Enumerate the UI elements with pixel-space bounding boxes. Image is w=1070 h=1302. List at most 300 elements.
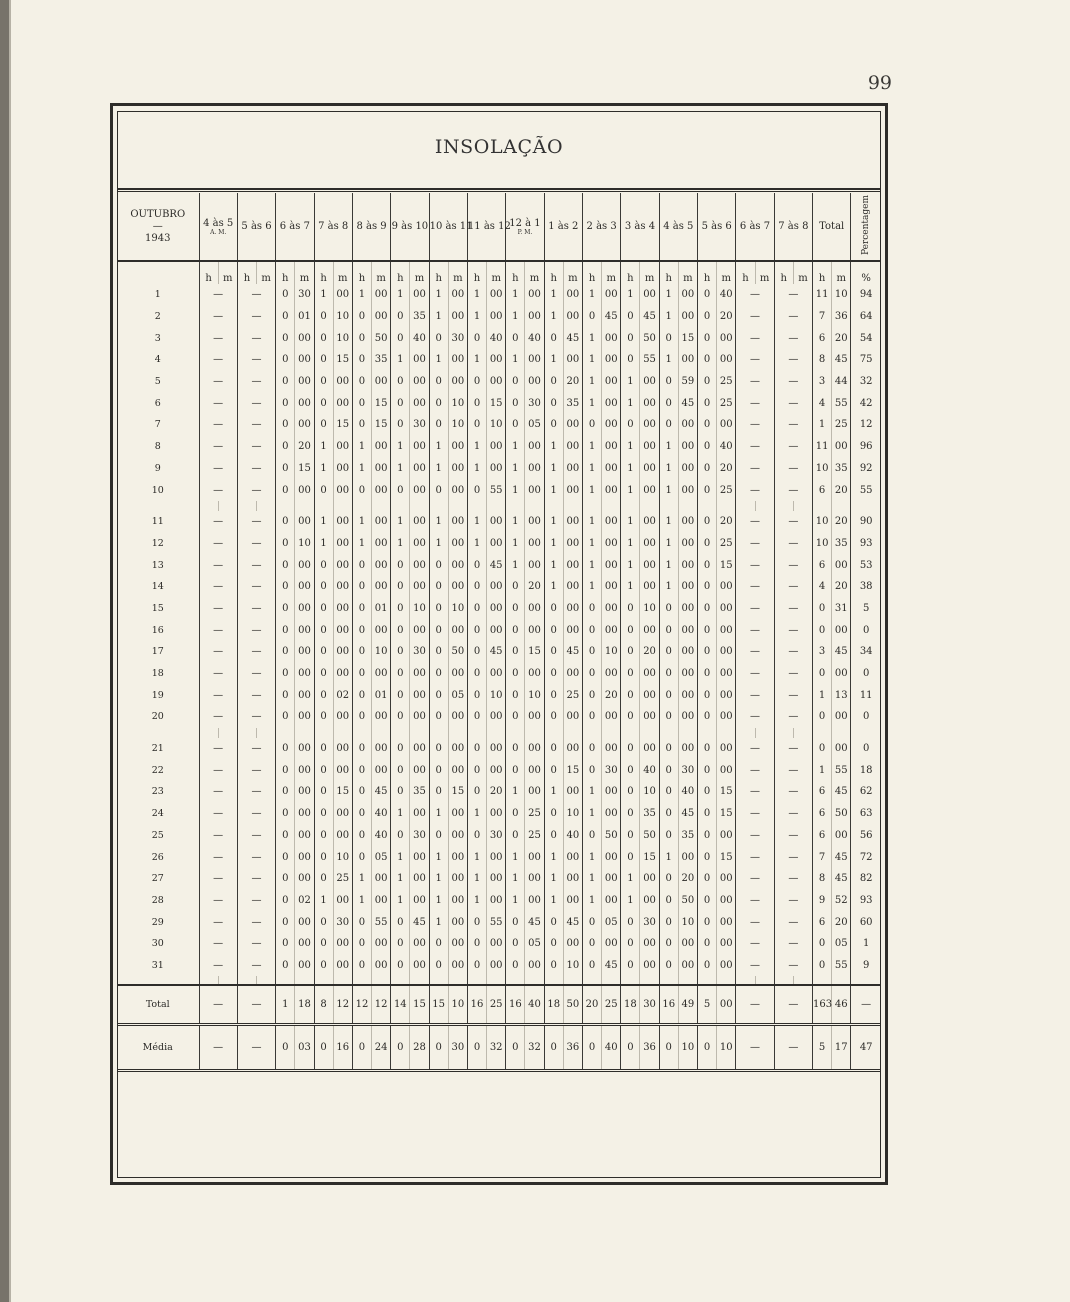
minute-cell: 50 — [640, 327, 659, 349]
hour-cell: 0 — [391, 933, 410, 955]
minute-cell: 00 — [448, 436, 467, 458]
spacer-cell — [793, 976, 812, 985]
hour-cell: 0 — [352, 619, 371, 641]
percentage-cell: 1 — [851, 933, 881, 955]
hour-cell: 1 — [467, 349, 486, 371]
percentage-cell: 53 — [851, 554, 881, 576]
hour-cell: 7 — [813, 846, 832, 868]
minute-cell: 17 — [832, 1025, 851, 1071]
minute-cell: 45 — [563, 327, 582, 349]
day-row — [117, 781, 881, 803]
hour-cell: 0 — [391, 306, 410, 328]
hour-cell: 1 — [391, 349, 410, 371]
hour-cell: 1 — [544, 479, 563, 501]
minute-cell: 00 — [602, 619, 621, 641]
minute-cell: 00 — [295, 392, 314, 414]
minute-cell: 25 — [832, 414, 851, 436]
percentage-cell: 32 — [851, 371, 881, 393]
hour-cell: 1 — [352, 890, 371, 912]
hour-cell: 1 — [506, 890, 525, 912]
hour-cell: 0 — [659, 759, 678, 781]
hour-cell: 0 — [467, 327, 486, 349]
hour-cell: 0 — [314, 598, 333, 620]
minute-cell: 00 — [640, 619, 659, 641]
minute-cell: 00 — [295, 554, 314, 576]
hour-cell: 0 — [429, 479, 448, 501]
hour-cell: 0 — [659, 684, 678, 706]
hour-cell: 0 — [429, 576, 448, 598]
minute-cell: 00 — [295, 619, 314, 641]
hour-cell-dash: — — [774, 911, 812, 933]
hour-cell: 0 — [429, 781, 448, 803]
minute-cell: 00 — [678, 619, 697, 641]
spacer-cell — [717, 728, 736, 738]
hour-cell-dash: — — [199, 414, 237, 436]
month-dash: — — [152, 220, 163, 232]
minute-cell: 00 — [525, 371, 544, 393]
day-row — [117, 436, 881, 458]
hour-cell: 3 — [813, 641, 832, 663]
hour-cell-dash: — — [199, 641, 237, 663]
minute-cell: 00 — [295, 371, 314, 393]
hour-cell: 1 — [621, 511, 640, 533]
hour-cell: 6 — [813, 911, 832, 933]
minute-cell: 55 — [832, 759, 851, 781]
spacer-cell — [467, 976, 486, 985]
hour-cell: 8 — [813, 868, 832, 890]
day-row — [117, 511, 881, 533]
minute-cell: 00 — [410, 576, 429, 598]
minute-cell: 31 — [832, 598, 851, 620]
minute-cell: 00 — [525, 868, 544, 890]
minute-cell: 24 — [372, 1025, 391, 1071]
minute-cell: 00 — [832, 436, 851, 458]
hour-cell: 0 — [506, 955, 525, 977]
hour-cell: 0 — [697, 306, 716, 328]
hour-cell: 1 — [391, 868, 410, 890]
minute-cell: 00 — [448, 890, 467, 912]
hour-cell: 0 — [429, 933, 448, 955]
minute-cell: 00 — [487, 663, 506, 685]
hour-cell-dash: — — [199, 1025, 237, 1071]
minute-cell: 00 — [295, 663, 314, 685]
hour-cell: 0 — [697, 641, 716, 663]
hour-cell: 1 — [659, 846, 678, 868]
minute-cell: 00 — [678, 598, 697, 620]
minute-cell: 00 — [717, 641, 736, 663]
minute-cell: 00 — [410, 933, 429, 955]
minute-cell: 36 — [563, 1025, 582, 1071]
hour-cell: 0 — [276, 619, 295, 641]
spacer-cell — [429, 728, 448, 738]
hour-cell: 0 — [352, 803, 371, 825]
hour-cell: 1 — [544, 890, 563, 912]
minute-cell: 00 — [448, 706, 467, 728]
minute-cell: 00 — [410, 846, 429, 868]
hour-cell: 1 — [582, 533, 601, 555]
hour-cell: 1 — [621, 890, 640, 912]
hour-cell: 0 — [544, 414, 563, 436]
hour-cell: 1 — [582, 511, 601, 533]
percentage-cell: 96 — [851, 436, 881, 458]
spacer-cell — [659, 728, 678, 738]
column-header-label: 7 às 8 — [318, 221, 349, 232]
hour-cell: 0 — [467, 955, 486, 977]
hour-cell: 0 — [506, 825, 525, 847]
table-title: INSOLAÇÃO — [434, 136, 564, 158]
minute-cell: 00 — [563, 414, 582, 436]
row-label: 24 — [151, 808, 164, 820]
minute-cell: 00 — [295, 803, 314, 825]
minute-cell: 00 — [372, 533, 391, 555]
spacer-cell — [755, 728, 774, 738]
minute-cell: 00 — [563, 868, 582, 890]
hour-cell-dash: — — [736, 825, 774, 847]
minute-cell: 15 — [678, 327, 697, 349]
minute-cell: 10 — [295, 533, 314, 555]
hour-cell: 1 — [467, 533, 486, 555]
hour-cell: 1 — [467, 890, 486, 912]
minute-cell: 00 — [717, 684, 736, 706]
minute-cell: 00 — [448, 933, 467, 955]
hour-cell: 1 — [467, 458, 486, 480]
hour-cell: 0 — [467, 663, 486, 685]
hour-cell: 6 — [813, 479, 832, 501]
minute-cell: 00 — [602, 706, 621, 728]
hour-cell: 12 — [352, 985, 371, 1025]
minute-cell: 00 — [832, 619, 851, 641]
spacer-cell — [678, 501, 697, 511]
hour-cell-dash: — — [736, 371, 774, 393]
column-header — [314, 193, 352, 261]
minute-cell: 00 — [487, 284, 506, 306]
minute-cell: 00 — [640, 458, 659, 480]
spacer-cell — [487, 728, 506, 738]
hour-cell: 1 — [429, 436, 448, 458]
hour-cell-dash: — — [774, 619, 812, 641]
hour-cell: 10 — [813, 511, 832, 533]
row-label: Total — [117, 985, 199, 1025]
spacer-cell — [429, 501, 448, 511]
minute-cell: 00 — [832, 825, 851, 847]
minute-cell: 30 — [602, 759, 621, 781]
hour-cell: 0 — [506, 619, 525, 641]
hour-cell: 0 — [467, 479, 486, 501]
column-header — [467, 193, 511, 261]
hour-cell: 0 — [697, 738, 716, 760]
hour-cell: 1 — [314, 890, 333, 912]
hour-cell: 6 — [813, 554, 832, 576]
minute-cell: 00 — [717, 663, 736, 685]
minute-cell: 00 — [410, 371, 429, 393]
minute-cell: 45 — [602, 955, 621, 977]
hour-cell-dash: — — [199, 392, 237, 414]
hour-cell: 0 — [467, 738, 486, 760]
hour-cell: 1 — [391, 803, 410, 825]
hour-cell-dash: — — [237, 706, 275, 728]
header-row — [117, 193, 881, 261]
minute-cell: 00 — [678, 684, 697, 706]
hour-cell: 0 — [391, 619, 410, 641]
hour-cell-dash: — — [736, 436, 774, 458]
minute-cell: 00 — [333, 641, 352, 663]
minute-cell: 00 — [410, 619, 429, 641]
hour-cell: 0 — [697, 511, 716, 533]
unit-minutes: m — [793, 261, 812, 284]
minute-cell: 10 — [487, 414, 506, 436]
minute-cell: 00 — [295, 911, 314, 933]
hour-cell: 1 — [659, 576, 678, 598]
spacer-cell — [391, 728, 410, 738]
spacer-cell — [448, 728, 467, 738]
minute-cell: 40 — [372, 803, 391, 825]
hour-cell: 0 — [697, 436, 716, 458]
hour-cell: 0 — [429, 738, 448, 760]
spacer-cell — [621, 728, 640, 738]
hour-cell: 0 — [467, 825, 486, 847]
hour-cell: 1 — [506, 436, 525, 458]
hour-cell: 0 — [391, 1025, 410, 1071]
unit-hours: h — [659, 261, 678, 284]
hour-cell: 0 — [391, 738, 410, 760]
hour-cell: 0 — [697, 284, 716, 306]
hour-cell: 1 — [659, 284, 678, 306]
minute-cell: 03 — [295, 1025, 314, 1071]
hour-cell: 0 — [813, 598, 832, 620]
minute-cell: 00 — [487, 576, 506, 598]
hour-cell-dash: — — [237, 284, 275, 306]
hour-cell: 0 — [697, 759, 716, 781]
hour-cell: 0 — [813, 738, 832, 760]
hour-cell-dash: — — [774, 985, 812, 1025]
hour-cell-dash: — — [199, 306, 237, 328]
hour-cell: 1 — [391, 890, 410, 912]
percentage-cell: 42 — [851, 392, 881, 414]
column-header-label: 10 às 11 — [429, 221, 473, 232]
row-label: 4 — [154, 354, 161, 366]
minute-cell: 30 — [678, 759, 697, 781]
spacer-cell — [582, 501, 601, 511]
hour-cell-dash: — — [736, 349, 774, 371]
minute-cell: 35 — [410, 306, 429, 328]
minute-cell: 00 — [295, 738, 314, 760]
minute-cell: 00 — [372, 868, 391, 890]
percentage-cell: 93 — [851, 890, 881, 912]
hour-cell: 1 — [582, 349, 601, 371]
minute-cell: 20 — [832, 479, 851, 501]
minute-cell: 15 — [487, 392, 506, 414]
minute-cell: 00 — [448, 554, 467, 576]
hour-cell: 0 — [276, 933, 295, 955]
minute-cell: 00 — [678, 576, 697, 598]
hour-cell: 0 — [467, 933, 486, 955]
hour-cell-dash: — — [774, 392, 812, 414]
hour-cell-dash: — — [237, 759, 275, 781]
row-label: 8 — [154, 441, 161, 453]
hour-cell: 0 — [621, 846, 640, 868]
minute-cell: 00 — [640, 933, 659, 955]
spacer-cell — [621, 976, 640, 985]
hour-cell-dash: — — [199, 576, 237, 598]
hour-cell: 0 — [467, 392, 486, 414]
minute-cell: 00 — [410, 349, 429, 371]
minute-cell: 12 — [333, 985, 352, 1025]
unit-minutes: m — [410, 261, 429, 284]
hour-cell: 0 — [314, 868, 333, 890]
minute-cell: 00 — [525, 306, 544, 328]
hour-cell: 0 — [314, 781, 333, 803]
hour-cell: 0 — [544, 706, 563, 728]
spacer-cell — [755, 501, 774, 511]
minute-cell: 00 — [640, 533, 659, 555]
hour-cell: 0 — [659, 1025, 678, 1071]
minute-cell: 20 — [832, 911, 851, 933]
minute-cell: 10 — [448, 598, 467, 620]
unit-minutes: m — [525, 261, 544, 284]
hour-cell: 0 — [352, 1025, 371, 1071]
hour-cell-dash: — — [736, 479, 774, 501]
hour-cell: 0 — [391, 955, 410, 977]
hour-cell: 1 — [429, 803, 448, 825]
column-header — [352, 193, 390, 261]
column-header — [621, 193, 659, 261]
spacer-cell — [602, 976, 621, 985]
hour-cell-dash: — — [199, 985, 237, 1025]
hour-cell: 1 — [621, 371, 640, 393]
hour-cell: 1 — [582, 846, 601, 868]
column-header-label: 6 às 7 — [279, 221, 310, 232]
minute-cell: 45 — [832, 846, 851, 868]
hour-cell: 1 — [582, 327, 601, 349]
minute-cell: 00 — [410, 803, 429, 825]
minute-cell: 50 — [448, 641, 467, 663]
minute-cell: 10 — [602, 641, 621, 663]
minute-cell: 00 — [487, 619, 506, 641]
spacer-cell — [851, 501, 881, 511]
hour-cell: 0 — [314, 663, 333, 685]
hour-cell: 0 — [544, 825, 563, 847]
unit-minutes: m — [257, 261, 276, 284]
hour-cell: 0 — [813, 706, 832, 728]
minute-cell: 55 — [832, 955, 851, 977]
minute-cell: 00 — [333, 933, 352, 955]
minute-cell: 45 — [832, 349, 851, 371]
hour-cell: 1 — [506, 284, 525, 306]
minute-cell: 20 — [678, 868, 697, 890]
spacer-cell — [199, 728, 218, 738]
minute-cell: 00 — [333, 803, 352, 825]
minute-cell: 00 — [525, 554, 544, 576]
spacer-cell — [218, 976, 237, 985]
minute-cell: 00 — [295, 479, 314, 501]
minute-cell: 00 — [678, 414, 697, 436]
minute-cell: 00 — [525, 349, 544, 371]
minute-cell: 00 — [448, 759, 467, 781]
hour-cell-dash: — — [774, 759, 812, 781]
unit-minutes: m — [295, 261, 314, 284]
hour-cell: 0 — [352, 349, 371, 371]
hour-cell: 0 — [314, 619, 333, 641]
hour-cell-dash: — — [736, 985, 774, 1025]
spacer-cell — [117, 976, 199, 985]
hour-cell: 0 — [697, 684, 716, 706]
hour-cell: 1 — [429, 533, 448, 555]
day-row — [117, 663, 881, 685]
unit-hours: h — [582, 261, 601, 284]
spacer-cell — [372, 501, 391, 511]
hour-cell: 0 — [314, 684, 333, 706]
minute-cell: 30 — [448, 1025, 467, 1071]
minute-cell: 00 — [525, 436, 544, 458]
minute-cell: 00 — [678, 533, 697, 555]
hour-cell: 0 — [813, 619, 832, 641]
hour-cell: 1 — [352, 284, 371, 306]
hour-cell: 1 — [582, 371, 601, 393]
minute-cell: 00 — [487, 955, 506, 977]
minute-cell: 10 — [448, 414, 467, 436]
minute-cell: 00 — [372, 458, 391, 480]
row-label: 9 — [154, 462, 161, 474]
title-rule — [117, 188, 881, 192]
spacer-cell — [391, 976, 410, 985]
spacer-cell — [813, 728, 832, 738]
minute-cell: 00 — [602, 803, 621, 825]
unit-hours: h — [314, 261, 333, 284]
hour-cell: 1 — [544, 846, 563, 868]
minute-cell: 10 — [640, 598, 659, 620]
hour-cell: 0 — [621, 641, 640, 663]
minute-cell: 32 — [525, 1025, 544, 1071]
hour-cell-dash: — — [199, 284, 237, 306]
hour-cell-dash: — — [774, 436, 812, 458]
total-row — [117, 985, 881, 1025]
hour-cell-dash: — — [736, 868, 774, 890]
day-row — [117, 284, 881, 306]
hour-cell: 0 — [697, 911, 716, 933]
unit-hours: h — [774, 261, 793, 284]
day-row — [117, 306, 881, 328]
hour-cell-dash: — — [237, 911, 275, 933]
hour-cell: 0 — [544, 933, 563, 955]
hour-cell: 0 — [352, 781, 371, 803]
hour-cell-dash: — — [736, 706, 774, 728]
spacer-cell — [352, 728, 371, 738]
hour-cell: 1 — [467, 284, 486, 306]
hour-cell: 0 — [391, 414, 410, 436]
unit-minutes: m — [678, 261, 697, 284]
minute-cell: 30 — [640, 985, 659, 1025]
hour-cell: 0 — [697, 1025, 716, 1071]
hour-cell-dash: — — [199, 868, 237, 890]
hour-cell: 1 — [429, 284, 448, 306]
hour-cell: 0 — [276, 576, 295, 598]
hour-cell: 0 — [697, 458, 716, 480]
hour-cell: 1 — [391, 436, 410, 458]
minute-cell: 00 — [563, 533, 582, 555]
hour-cell: 1 — [506, 868, 525, 890]
hour-cell: 0 — [314, 554, 333, 576]
hour-cell: 0 — [276, 846, 295, 868]
hour-cell-dash: — — [237, 619, 275, 641]
row-label: 26 — [151, 851, 164, 863]
hour-cell: 1 — [621, 533, 640, 555]
hour-cell: 1 — [429, 846, 448, 868]
minute-cell: 45 — [487, 641, 506, 663]
minute-cell: 00 — [563, 511, 582, 533]
hour-cell: 1 — [621, 479, 640, 501]
spacer-cell — [640, 501, 659, 511]
spacer-cell — [793, 501, 812, 511]
